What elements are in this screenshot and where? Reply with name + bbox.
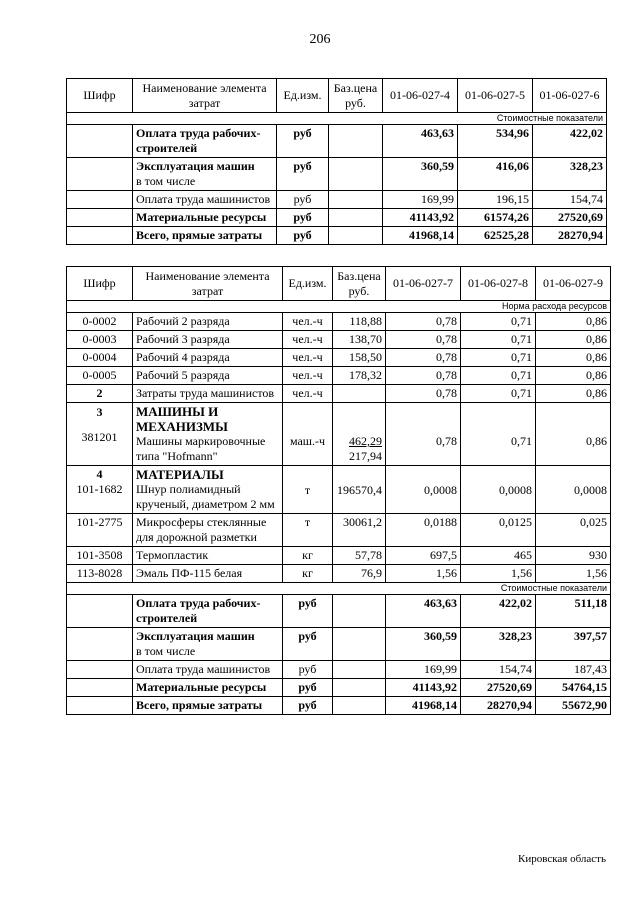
row-unit: чел.-ч xyxy=(283,331,333,349)
row-v2: 0,71 xyxy=(461,385,536,403)
row-code: 101-1682 xyxy=(76,482,123,496)
row-v3: 0,86 xyxy=(536,331,611,349)
row-name: Оплата труда рабочих-строителей xyxy=(133,125,277,158)
row-v2: 0,71 xyxy=(461,331,536,349)
col-header-name: Наименование элемента затрат xyxy=(133,267,283,301)
row-name: Рабочий 3 разряда xyxy=(133,331,283,349)
row-v1: 41143,92 xyxy=(383,209,458,227)
row-name: Шнур полиамидный крученый, диаметром 2 мм xyxy=(136,482,275,511)
col-header-v1: 01-06-027-7 xyxy=(386,267,461,301)
row-v3: 0,86 xyxy=(536,367,611,385)
row-v3: 154,74 xyxy=(533,191,607,209)
section-title: МАШИНЫ И МЕХАНИЗМЫ xyxy=(136,404,228,434)
table-row xyxy=(67,313,611,331)
row-v1: 41968,14 xyxy=(386,697,461,715)
row-name: Эксплуатация машин xyxy=(136,159,255,173)
col-header-v3: 01-06-027-9 xyxy=(536,267,611,301)
row-v1: 0,78 xyxy=(386,403,461,466)
row-v2: 534,96 xyxy=(458,125,533,158)
col-header-price: Баз.цена руб. xyxy=(333,267,386,301)
table-header-row xyxy=(67,267,611,301)
row-name: Всего, прямые затраты xyxy=(133,227,277,245)
row-v3: 0,86 xyxy=(536,403,611,466)
table-header-row xyxy=(67,79,607,113)
row-v1: 169,99 xyxy=(386,661,461,679)
row-unit: руб xyxy=(277,191,329,209)
row-unit: чел.-ч xyxy=(283,367,333,385)
col-header-code: Шифр xyxy=(67,79,133,113)
col-header-code: Шифр xyxy=(67,267,133,301)
table-row xyxy=(67,547,611,565)
row-name: Машины маркировочные типа "Hofmann" xyxy=(136,434,266,463)
row-unit: руб xyxy=(283,595,333,628)
row-unit: руб xyxy=(277,209,329,227)
section-title: МАТЕРИАЛЫ xyxy=(136,467,224,482)
row-unit: руб xyxy=(277,158,329,191)
row-v3: 28270,94 xyxy=(533,227,607,245)
row-name: Затраты труда машинистов xyxy=(133,385,283,403)
table-row xyxy=(67,595,611,628)
table-row xyxy=(67,697,611,715)
row-code: 2 xyxy=(67,385,133,403)
row-code: 113-8028 xyxy=(67,565,133,583)
row-code: 0-0003 xyxy=(67,331,133,349)
row-v1: 169,99 xyxy=(383,191,458,209)
row-v2: 0,0008 xyxy=(461,466,536,514)
row-price: 178,32 xyxy=(333,367,386,385)
row-v2: 0,0125 xyxy=(461,514,536,547)
row-name: Оплата труда машинистов xyxy=(133,661,283,679)
col-header-v2: 01-06-027-8 xyxy=(461,267,536,301)
row-v1: 0,78 xyxy=(386,385,461,403)
col-header-price: Баз.цена руб. xyxy=(329,79,383,113)
table-row xyxy=(67,385,611,403)
row-price: 30061,2 xyxy=(333,514,386,547)
row-v3: 422,02 xyxy=(533,125,607,158)
subheader-row xyxy=(67,301,611,313)
row-price-secondary: 217,94 xyxy=(349,449,382,463)
row-price: 158,50 xyxy=(333,349,386,367)
table-row xyxy=(67,158,607,191)
row-unit: руб xyxy=(283,679,333,697)
row-unit: чел.-ч xyxy=(283,349,333,367)
row-v1: 0,78 xyxy=(386,367,461,385)
subheader-row xyxy=(67,583,611,595)
cost-table-1 xyxy=(66,78,607,245)
row-v2: 61574,26 xyxy=(458,209,533,227)
row-code: 0-0005 xyxy=(67,367,133,385)
row-name: Эксплуатация машин xyxy=(136,629,255,643)
row-v1: 0,78 xyxy=(386,349,461,367)
row-v1: 41143,92 xyxy=(386,679,461,697)
row-name: Всего, прямые затраты xyxy=(133,697,283,715)
row-v1: 697,5 xyxy=(386,547,461,565)
row-v3: 54764,15 xyxy=(536,679,611,697)
table-row xyxy=(67,209,607,227)
row-v3: 55672,90 xyxy=(536,697,611,715)
section-code: 4 xyxy=(96,467,103,481)
row-v2: 154,74 xyxy=(461,661,536,679)
table-row xyxy=(67,565,611,583)
row-v3: 1,56 xyxy=(536,565,611,583)
row-v2: 62525,28 xyxy=(458,227,533,245)
footer-region: Кировская область xyxy=(517,853,606,865)
row-v3: 27520,69 xyxy=(533,209,607,227)
row-unit: т xyxy=(283,466,333,514)
row-v3: 0,0008 xyxy=(536,466,611,514)
table-row xyxy=(67,403,611,466)
row-unit: маш.-ч xyxy=(283,403,333,466)
row-unit: руб xyxy=(277,227,329,245)
row-unit: руб xyxy=(283,661,333,679)
row-name: Оплата труда машинистов xyxy=(133,191,277,209)
row-v2: 196,15 xyxy=(458,191,533,209)
col-header-name: Наименование элемента затрат xyxy=(133,79,277,113)
row-unit: т xyxy=(283,514,333,547)
row-code: 101-3508 xyxy=(67,547,133,565)
row-v1: 360,59 xyxy=(386,628,461,661)
row-name: Эмаль ПФ-115 белая xyxy=(133,565,283,583)
row-v1: 0,0008 xyxy=(386,466,461,514)
table-row xyxy=(67,514,611,547)
row-v2: 465 xyxy=(461,547,536,565)
row-price: 118,88 xyxy=(333,313,386,331)
row-v2: 0,71 xyxy=(461,403,536,466)
row-name: Материальные ресурсы xyxy=(133,679,283,697)
row-unit: чел.-ч xyxy=(283,313,333,331)
table-row xyxy=(67,466,611,514)
row-unit: руб xyxy=(283,697,333,715)
table-row xyxy=(67,125,607,158)
table-row xyxy=(67,679,611,697)
table-row xyxy=(67,628,611,661)
row-v2: 0,71 xyxy=(461,313,536,331)
subheader-cost: Стоимостные показатели xyxy=(67,583,611,595)
row-v2: 416,06 xyxy=(458,158,533,191)
row-v2: 328,23 xyxy=(461,628,536,661)
row-v2: 28270,94 xyxy=(461,697,536,715)
row-price: 57,78 xyxy=(333,547,386,565)
row-code: 101-2775 xyxy=(67,514,133,547)
row-v3: 328,23 xyxy=(533,158,607,191)
subheader-cost: Стоимостные показатели xyxy=(67,113,607,125)
row-v2: 0,71 xyxy=(461,349,536,367)
row-price: 76,9 xyxy=(333,565,386,583)
row-name-note: в том числе xyxy=(136,174,196,188)
row-v1: 463,63 xyxy=(383,125,458,158)
row-unit: чел.-ч xyxy=(283,385,333,403)
row-v3: 187,43 xyxy=(536,661,611,679)
row-v3: 0,025 xyxy=(536,514,611,547)
table-row xyxy=(67,191,607,209)
row-v1: 463,63 xyxy=(386,595,461,628)
row-name-note: в том числе xyxy=(136,644,196,658)
row-v3: 511,18 xyxy=(536,595,611,628)
table-row xyxy=(67,227,607,245)
table-row xyxy=(67,331,611,349)
resource-table-2 xyxy=(66,266,611,715)
row-v1: 0,78 xyxy=(386,331,461,349)
row-v3: 397,57 xyxy=(536,628,611,661)
row-v3: 930 xyxy=(536,547,611,565)
row-v3: 0,86 xyxy=(536,349,611,367)
row-unit: руб xyxy=(277,125,329,158)
row-name: Рабочий 4 разряда xyxy=(133,349,283,367)
row-name: Термопластик xyxy=(133,547,283,565)
col-header-v3: 01-06-027-6 xyxy=(533,79,607,113)
row-v2: 1,56 xyxy=(461,565,536,583)
row-price: 196570,4 xyxy=(333,466,386,514)
row-unit: кг xyxy=(283,547,333,565)
row-name: Оплата труда рабочих-строителей xyxy=(133,595,283,628)
table-row xyxy=(67,349,611,367)
row-name: Материальные ресурсы xyxy=(133,209,277,227)
subheader-row xyxy=(67,113,607,125)
col-header-unit: Ед.изм. xyxy=(283,267,333,301)
row-v1: 0,0188 xyxy=(386,514,461,547)
table-row xyxy=(67,367,611,385)
row-v1: 360,59 xyxy=(383,158,458,191)
row-unit: кг xyxy=(283,565,333,583)
row-code: 0-0004 xyxy=(67,349,133,367)
row-code: 381201 xyxy=(81,430,118,444)
row-v2: 0,71 xyxy=(461,367,536,385)
table-row xyxy=(67,661,611,679)
row-unit: руб xyxy=(283,628,333,661)
row-name: Микросферы стеклянные для дорожной разметки xyxy=(133,514,283,547)
row-v1: 0,78 xyxy=(386,313,461,331)
row-v2: 422,02 xyxy=(461,595,536,628)
row-price: 138,70 xyxy=(333,331,386,349)
col-header-v1: 01-06-027-4 xyxy=(383,79,458,113)
col-header-unit: Ед.изм. xyxy=(277,79,329,113)
subheader-norm: Норма расхода ресурсов xyxy=(67,301,611,313)
row-v2: 27520,69 xyxy=(461,679,536,697)
row-price-primary: 462,29 xyxy=(349,434,382,448)
section-code: 3 xyxy=(96,405,103,419)
row-v1: 41968,14 xyxy=(383,227,458,245)
col-header-v2: 01-06-027-5 xyxy=(458,79,533,113)
row-v3: 0,86 xyxy=(536,313,611,331)
row-v3: 0,86 xyxy=(536,385,611,403)
page-number: 206 xyxy=(309,32,331,47)
row-code: 0-0002 xyxy=(67,313,133,331)
row-name: Рабочий 2 разряда xyxy=(133,313,283,331)
row-name: Рабочий 5 разряда xyxy=(133,367,283,385)
row-v1: 1,56 xyxy=(386,565,461,583)
